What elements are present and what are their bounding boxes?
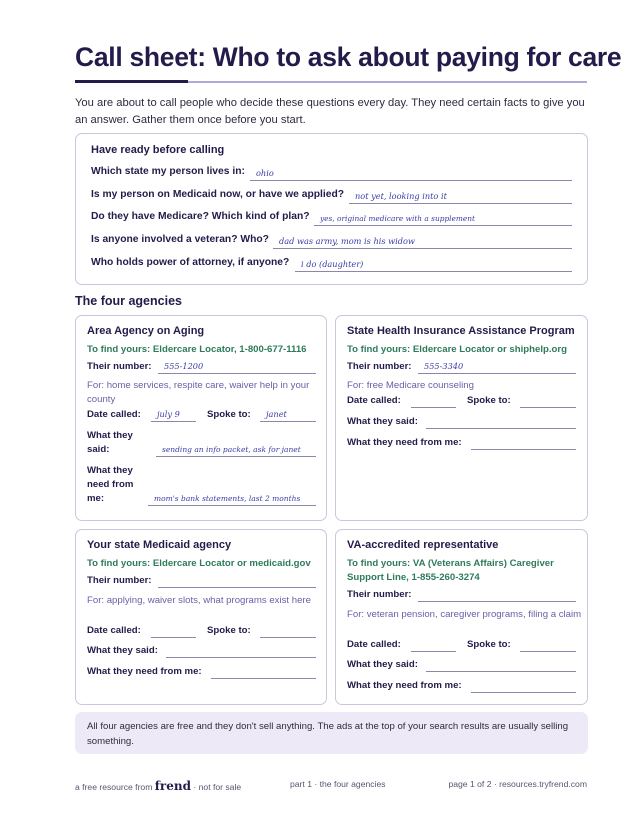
what-said-label: What they said: xyxy=(87,430,133,455)
agency-card-ship xyxy=(335,315,588,521)
answer-veteran: dad was army, mom is his widow xyxy=(279,236,415,246)
spoke-to-field[interactable] xyxy=(520,394,576,408)
their-number-field[interactable] xyxy=(418,360,576,374)
spoke-to-label: Spoke to: xyxy=(467,395,511,406)
answer-veteran-field[interactable] xyxy=(273,231,572,249)
spoke-to-field[interactable] xyxy=(260,624,316,638)
what-said-label: What they said: xyxy=(347,659,418,670)
date-called-field[interactable] xyxy=(411,394,456,408)
date-called-field[interactable] xyxy=(151,624,196,638)
answer-state: ohio xyxy=(256,168,274,178)
intro-text: You are about to call people who decide these questions every day. They need certain facts to give you an answer. Gather them once before you start. xyxy=(75,97,585,126)
answer-medicare: yes, original medicare with a supplement xyxy=(320,214,476,223)
agency-for: For: applying, waiver slots, what programs exist here xyxy=(87,595,311,606)
date-called-label: Date called: xyxy=(347,395,401,406)
frend-logo: frend xyxy=(154,779,191,793)
what-need-label: What they need from me: xyxy=(87,465,134,504)
answer-medicaid-field[interactable] xyxy=(349,186,572,204)
date-called-label: Date called: xyxy=(347,639,401,650)
footer-suffix: · not for sale xyxy=(193,782,242,792)
date-called-field[interactable] xyxy=(151,408,196,422)
answer-poa: i do (daughter) xyxy=(301,259,364,269)
spoke-to-label: Spoke to: xyxy=(467,639,511,650)
spoke-to-value: janet xyxy=(266,409,287,419)
spoke-to-field[interactable] xyxy=(260,408,316,422)
agency-card-va xyxy=(335,529,588,705)
what-need-label: What they need from me: xyxy=(87,666,202,677)
have-ready-box xyxy=(75,133,588,285)
footer-prefix: a free resource from xyxy=(75,782,153,792)
what-said-value: sending an info packet, ask for janet xyxy=(162,445,301,454)
free-agencies-note: All four agencies are free and they don't sell anything. The ads at the top of your search results are usually selling something. xyxy=(75,712,588,754)
question-poa: Who holds power of attorney, if anyone? xyxy=(91,257,290,268)
date-called-value: july 9 xyxy=(157,409,180,419)
agency-for: For: home services, respite care, waiver help in your county xyxy=(87,380,310,405)
what-said-field[interactable] xyxy=(426,658,576,672)
have-ready-title: Have ready before calling xyxy=(91,144,225,156)
what-need-field[interactable] xyxy=(471,436,576,450)
their-number-value: 555-3340 xyxy=(424,361,464,371)
what-need-label: What they need from me: xyxy=(347,437,462,448)
agency-title: VA-accredited representative xyxy=(347,539,499,551)
spoke-to-field[interactable] xyxy=(520,638,576,652)
answer-medicare-field[interactable] xyxy=(314,208,572,226)
their-number-value: 555-1200 xyxy=(164,361,204,371)
footer-left xyxy=(75,779,241,793)
their-number-field[interactable] xyxy=(158,360,316,374)
date-called-field[interactable] xyxy=(411,638,456,652)
their-number-field[interactable] xyxy=(158,574,316,588)
title-rule xyxy=(188,81,587,83)
answer-state-field[interactable] xyxy=(250,163,572,181)
footer-center: part 1 · the four agencies xyxy=(290,779,386,789)
agency-title: Area Agency on Aging xyxy=(87,325,205,337)
page-title: Call sheet: Who to ask about paying for care xyxy=(75,42,622,72)
agency-for: For: free Medicare counseling xyxy=(347,380,474,391)
what-need-field[interactable] xyxy=(148,492,316,506)
what-said-field[interactable] xyxy=(166,644,316,658)
their-number-label: Their number: xyxy=(87,361,152,372)
agency-for: For: veteran pension, caregiver programs, filing a claim xyxy=(347,609,582,620)
agency-find: To find yours: VA (Veterans Affairs) Caregiver Support Line, 1-855-260-3274 xyxy=(347,558,554,583)
agency-card-medicaid xyxy=(75,529,327,705)
footer-right: page 1 of 2 · resources.tryfrend.com xyxy=(448,779,587,789)
answer-poa-field[interactable] xyxy=(295,254,572,272)
question-veteran: Is anyone involved a veteran? Who? xyxy=(91,234,269,245)
spoke-to-label: Spoke to: xyxy=(207,625,251,636)
agency-find: To find yours: Eldercare Locator or shiphelp.org xyxy=(347,344,567,355)
what-need-value: mom's bank statements, last 2 months xyxy=(154,494,301,503)
agency-title: Your state Medicaid agency xyxy=(87,539,232,551)
what-said-field[interactable] xyxy=(156,443,316,457)
what-said-label: What they said: xyxy=(347,416,418,427)
title-rule-accent xyxy=(75,80,188,83)
their-number-label: Their number: xyxy=(347,589,412,600)
what-need-field[interactable] xyxy=(211,665,316,679)
agency-find: To find yours: Eldercare Locator or medicaid.gov xyxy=(87,558,311,569)
what-need-field[interactable] xyxy=(471,679,576,693)
what-said-label: What they said: xyxy=(87,645,158,656)
date-called-label: Date called: xyxy=(87,409,141,420)
their-number-field[interactable] xyxy=(418,588,576,602)
section-title: The four agencies xyxy=(75,294,182,308)
their-number-label: Their number: xyxy=(87,575,152,586)
question-medicare: Do they have Medicare? Which kind of plan? xyxy=(91,211,310,222)
their-number-label: Their number: xyxy=(347,361,412,372)
answer-medicaid: not yet, looking into it xyxy=(355,191,447,201)
agency-title: State Health Insurance Assistance Program xyxy=(347,325,575,337)
date-called-label: Date called: xyxy=(87,625,141,636)
question-medicaid: Is my person on Medicaid now, or have we applied? xyxy=(91,189,345,200)
agency-find: To find yours: Eldercare Locator, 1-800-677-1116 xyxy=(87,344,307,355)
agency-card-aging xyxy=(75,315,327,521)
what-need-label: What they need from me: xyxy=(347,680,462,691)
question-state: Which state my person lives in: xyxy=(91,166,245,177)
spoke-to-label: Spoke to: xyxy=(207,409,251,420)
what-said-field[interactable] xyxy=(426,415,576,429)
